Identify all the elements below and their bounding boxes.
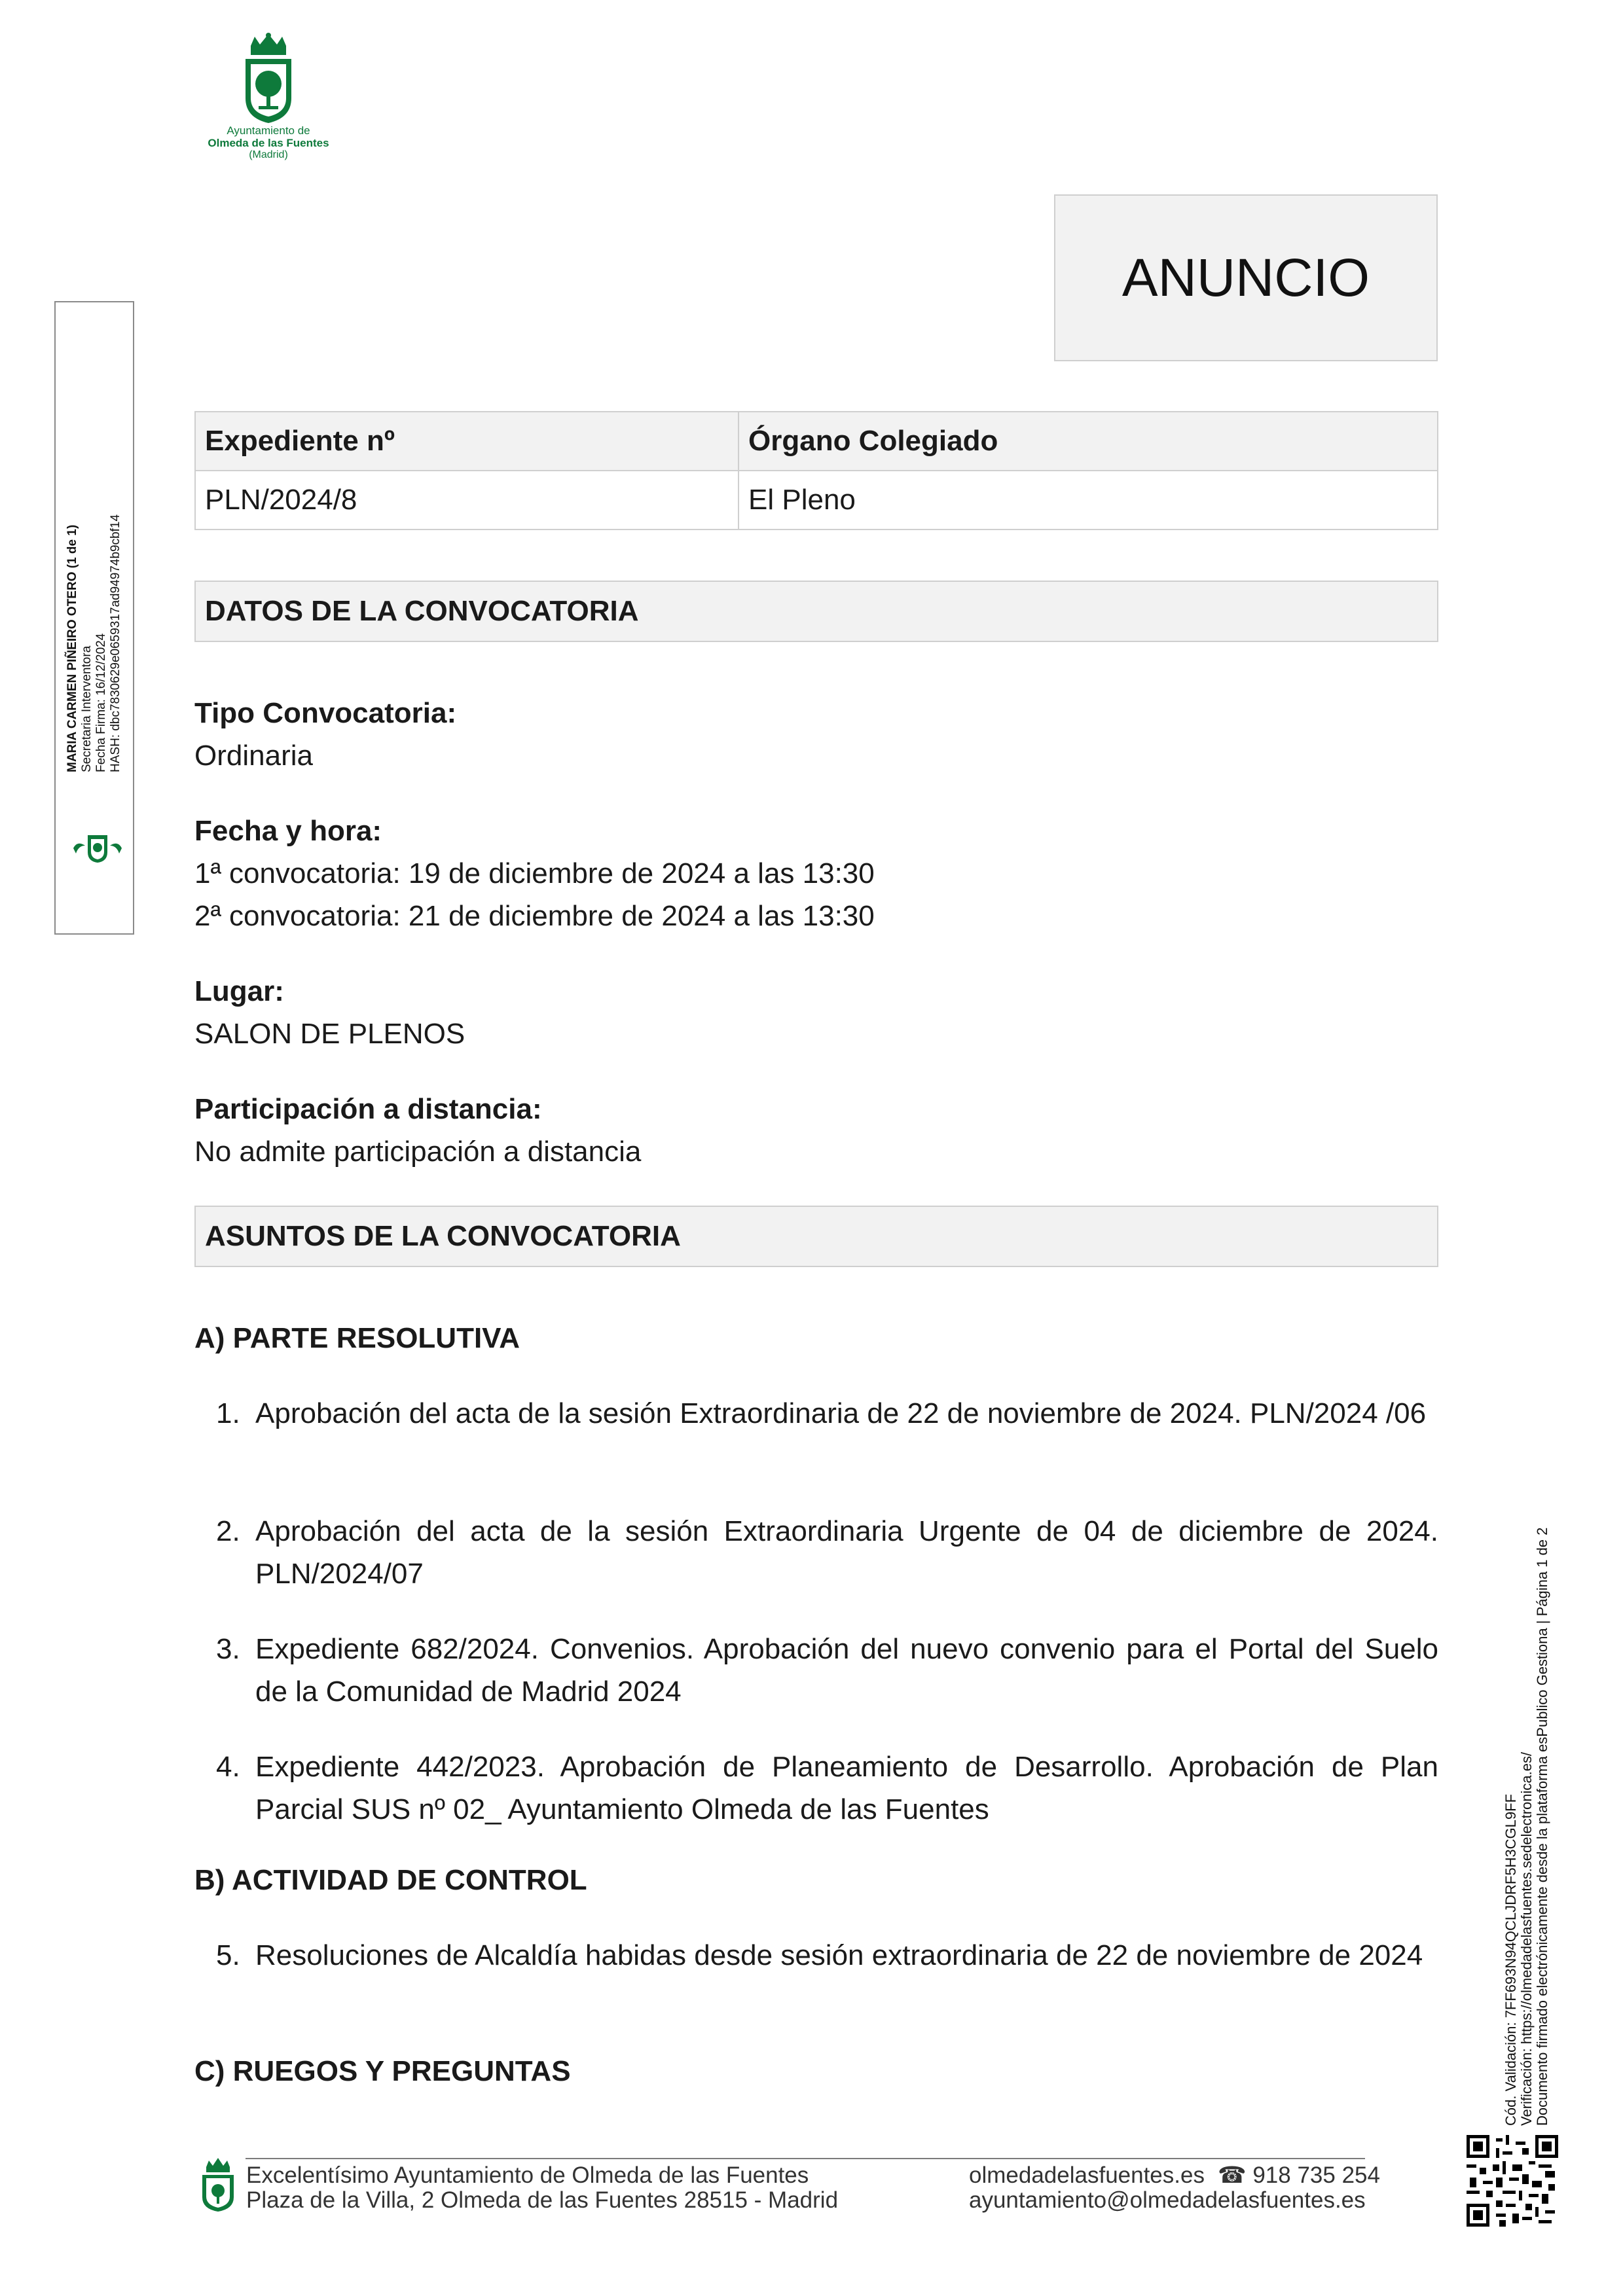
signature-text [65,458,123,772]
document-type-box [1054,194,1438,361]
tipo-value: Ordinaria [194,740,313,772]
item-number: 1. [216,1397,240,1429]
item-number: 5. [216,1939,240,1971]
lugar-label: Lugar: [194,975,284,1007]
item-number: 4. [216,1751,240,1783]
item-text: Resoluciones de Alcaldía habidas desde sesión extraordinaria de 22 de noviembre de 2024 [255,1939,1423,1971]
footer-address: Plaza de la Villa, 2 Olmeda de las Fuentes 28515 - Madrid [246,2187,839,2213]
footer-phone [1218,2163,1380,2188]
ruegos-preguntas-heading: C) RUEGOS Y PREGUNTAS [194,2055,571,2087]
item-text: Aprobación del acta de la sesión Extraordinaria Urgente de 04 de diciembre de 2024. PLN/2024/07 [255,1515,1438,1590]
expediente-value: PLN/2024/8 [195,471,739,529]
col-header-expediente: Expediente nº [195,412,739,471]
table-header-row [195,412,1438,471]
phone-icon: ☎ [1218,2162,1247,2188]
tipo-label: Tipo Convocatoria: [194,697,457,729]
fecha-segunda: 2ª convocatoria: 21 de diciembre de 2024 a las 13:30 [194,900,875,932]
signature-emblem-icon [71,831,124,867]
validation-code: Cód. Validación: 7FF693N94QCLJDRF5H3CGL9FF [1503,1793,1519,2126]
footer-org-name: Excelentísimo Ayuntamiento de Olmeda de las Fuentes [246,2162,809,2188]
footer-divider [246,2158,1365,2159]
expediente-table [194,411,1438,530]
lugar-value: SALON DE PLENOS [194,1018,465,1050]
item-text: Expediente 442/2023. Aprobación de Planeamiento de Desarrollo. Aprobación de Plan Parcial SUS nº 02_ Ayuntamiento Olmeda de las Fuentes [255,1751,1438,1825]
item-number: 3. [216,1633,240,1665]
signature-hash: HASH: dbc7830629e0659317ad94974b9cbf14 [109,514,122,772]
section-header-datos: DATOS DE LA CONVOCATORIA [194,581,1438,642]
coat-of-arms-icon [239,33,298,124]
verification-text [1503,1406,1550,2126]
signature-platform-note: Documento firmado electrónicamente desde la plataforma esPublico Gestiona | Página 1 de 2 [1534,1527,1550,2126]
document-type-title: ANUNCIO [1122,247,1370,308]
signer-role: Secretaria Interventora [80,645,94,772]
signer-name: MARIA CARMEN PIÑEIRO OTERO (1 de 1) [65,524,79,772]
footer-email[interactable]: ayuntamiento@olmedadelasfuentes.es [969,2187,1366,2213]
logo-line-3: (Madrid) [249,149,288,160]
actividad-control-heading: B) ACTIVIDAD DE CONTROL [194,1864,587,1896]
footer-emblem-icon [200,2158,236,2215]
item-text: Expediente 682/2024. Convenios. Aprobación del nuevo convenio para el Portal del Suelo de la Comunidad de Madrid 2024 [255,1633,1438,1708]
item-number: 2. [216,1515,240,1547]
logo-line-2: Olmeda de las Fuentes [208,137,329,149]
fecha-primera: 1ª convocatoria: 19 de diciembre de 2024 a las 13:30 [194,857,875,889]
section-header-asuntos: ASUNTOS DE LA CONVOCATORIA [194,1206,1438,1267]
municipal-logo [196,33,340,173]
organo-value: El Pleno [739,471,1438,529]
footer-phone-number: 918 735 254 [1252,2162,1380,2188]
col-header-organo: Órgano Colegiado [739,412,1438,471]
footer-website[interactable]: olmedadelasfuentes.es [969,2162,1205,2188]
parte-resolutiva-heading: A) PARTE RESOLUTIVA [194,1322,520,1354]
table-row [195,471,1438,529]
fecha-label: Fecha y hora: [194,815,382,847]
logo-line-1: Ayuntamiento de [227,124,310,137]
item-text: Aprobación del acta de la sesión Extraordinaria de 22 de noviembre de 2024. PLN/2024 /06 [255,1397,1427,1429]
qr-code-icon [1467,2135,1558,2227]
verification-url: Verificación: https://olmedadelasfuentes.sedelectronica.es/ [1518,1751,1535,2126]
participacion-value: No admite participación a distancia [194,1136,642,1168]
participacion-label: Participación a distancia: [194,1093,542,1125]
signature-date: Fecha Firma: 16/12/2024 [94,633,108,772]
